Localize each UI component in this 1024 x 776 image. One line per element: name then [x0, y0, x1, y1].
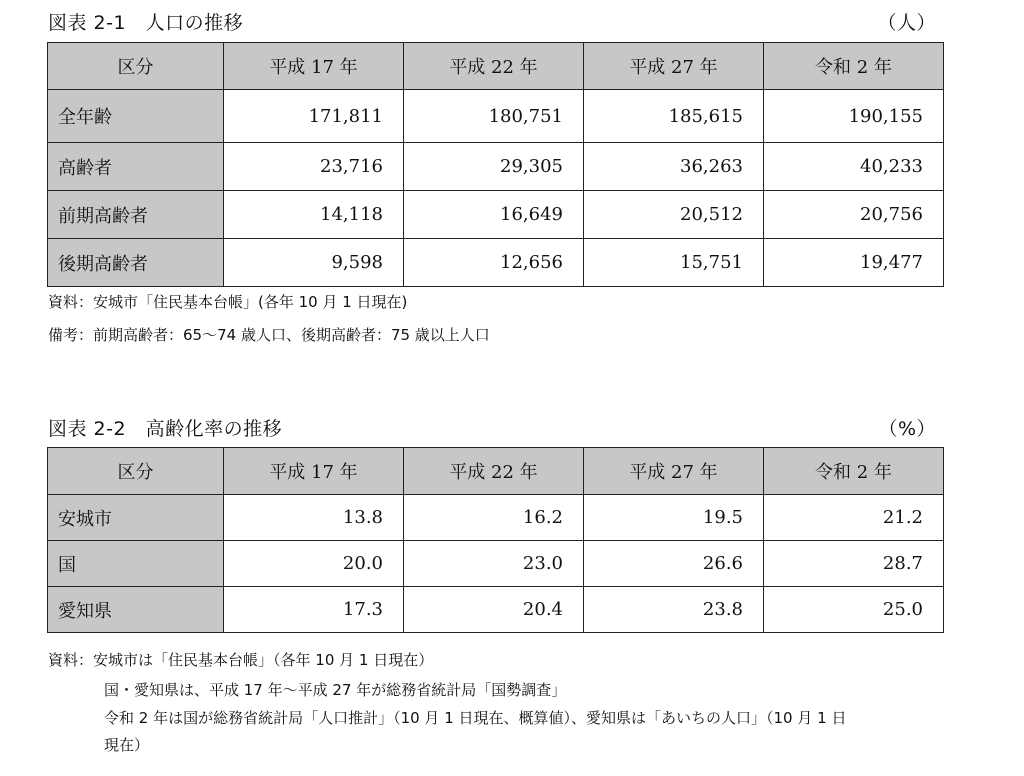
population-table [47, 42, 944, 287]
cell-value: 180,751 [404, 90, 584, 143]
table1-title: 図表 2-1 人口の推移 [48, 11, 244, 34]
cell-value: 13.8 [224, 495, 404, 541]
cell-value: 25.0 [764, 587, 944, 633]
table2-title: 図表 2-2 高齢化率の推移 [48, 417, 283, 440]
cell-value: 190,155 [764, 90, 944, 143]
table2-source-note: 国・愛知県は、平成 17 年〜平成 27 年が総務省統計局「国勢調査」 [104, 681, 567, 699]
header-year: 令和 2 年 [764, 43, 944, 90]
cell-value: 21.2 [764, 495, 944, 541]
cell-value: 16,649 [404, 191, 584, 239]
row-label: 高齢者 [48, 143, 224, 191]
table1-remark-note: 備考：前期高齢者：65〜74 歳人口、後期高齢者：75 歳以上人口 [48, 326, 490, 344]
aging-rate-table [47, 447, 944, 633]
header-category: 区分 [48, 43, 224, 90]
cell-value: 19.5 [584, 495, 764, 541]
table-row [48, 239, 944, 287]
header-category: 区分 [48, 448, 224, 495]
cell-value: 16.2 [404, 495, 584, 541]
cell-value: 171,811 [224, 90, 404, 143]
header-year: 令和 2 年 [764, 448, 944, 495]
table1-source-note: 資料：安城市「住民基本台帳」(各年 10 月 1 日現在) [48, 293, 408, 311]
cell-value: 23.8 [584, 587, 764, 633]
row-label: 愛知県 [48, 587, 224, 633]
table-header-row [48, 448, 944, 495]
table-row [48, 90, 944, 143]
table-header-row [48, 43, 944, 90]
table2-title-row [48, 412, 936, 442]
cell-value: 26.6 [584, 541, 764, 587]
row-label: 安城市 [48, 495, 224, 541]
cell-value: 40,233 [764, 143, 944, 191]
cell-value: 19,477 [764, 239, 944, 287]
cell-value: 28.7 [764, 541, 944, 587]
row-label: 後期高齢者 [48, 239, 224, 287]
cell-value: 17.3 [224, 587, 404, 633]
cell-value: 29,305 [404, 143, 584, 191]
cell-value: 20,512 [584, 191, 764, 239]
table-row [48, 541, 944, 587]
cell-value: 185,615 [584, 90, 764, 143]
cell-value: 20.0 [224, 541, 404, 587]
table2-source-note: 資料：安城市は「住民基本台帳」（各年 10 月 1 日現在） [48, 651, 434, 669]
header-year: 平成 17 年 [224, 43, 404, 90]
cell-value: 23,716 [224, 143, 404, 191]
row-label: 前期高齢者 [48, 191, 224, 239]
header-year: 平成 22 年 [404, 43, 584, 90]
header-year: 平成 27 年 [584, 43, 764, 90]
table-row [48, 191, 944, 239]
cell-value: 23.0 [404, 541, 584, 587]
table-row [48, 587, 944, 633]
cell-value: 14,118 [224, 191, 404, 239]
header-year: 平成 22 年 [404, 448, 584, 495]
table1-unit: （人） [877, 11, 936, 34]
cell-value: 12,656 [404, 239, 584, 287]
cell-value: 9,598 [224, 239, 404, 287]
row-label: 全年齢 [48, 90, 224, 143]
table2-unit: （%） [878, 417, 936, 440]
table-row [48, 143, 944, 191]
row-label: 国 [48, 541, 224, 587]
table1-title-row [48, 6, 936, 36]
cell-value: 20,756 [764, 191, 944, 239]
cell-value: 20.4 [404, 587, 584, 633]
table2-source-note: 現在） [104, 736, 150, 754]
header-year: 平成 27 年 [584, 448, 764, 495]
table-row [48, 495, 944, 541]
table2-source-note: 令和 2 年は国が総務省統計局「人口推計」（10 月 1 日現在、概算値）、愛知県は「あいちの人口」（10 月 1 日 [104, 709, 847, 727]
cell-value: 36,263 [584, 143, 764, 191]
cell-value: 15,751 [584, 239, 764, 287]
header-year: 平成 17 年 [224, 448, 404, 495]
